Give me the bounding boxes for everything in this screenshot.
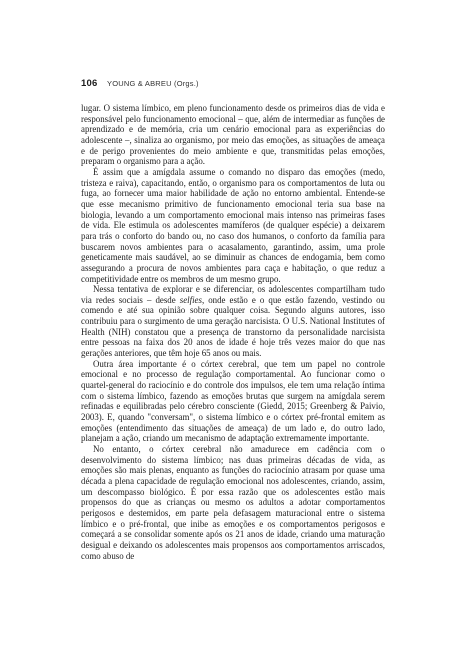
paragraph: É assim que a amígdala assume o comando no disparo das emoções (medo, tristeza e raiva), capacitando, então, o organismo para os comportamentos de luta ou fuga, ao fornecer uma maior habilidade de ação no entorno ambiental. Entende-se que esse mecanismo primitivo de funcionamento emocional teria sua base na biologia, levando a um comportamento emocional mais intenso nas primeiras fases de vida. Ele estimula os adolescentes mamíferos (de qualquer espécie) a deixarem para trás o conforto do bando ou, no caso dos humanos, o conforto da família para buscarem novos ambientes para o acasalamento, garantindo, assim, uma prole geneticamente mais saudável, ao se diminuir as chances de endogamia, bem como assegurando a procura de novos ambientes para caça e habitação, o que reduz a competitividade entre os membros de um mesmo grupo.	[81, 166, 385, 284]
page-number: 106	[81, 78, 98, 89]
paragraph: Nessa tentativa de explorar e se diferenciar, os adolescentes compartilham tudo via redes sociais – desde selfies, onde estão e o que estão fazendo, vestindo ou comendo e até sua opinião sobre qualquer coisa. Segundo alguns autores, isso contribuiu para o surgimento de uma geração narcisista. O U.S. National Institutes of Health (NIH) constatou que a presença de transtorno da personalidade narcisista entre pessoas na faixa dos 20 anos de idade é hoje três vezes maior do que nas gerações anteriores, que têm hoje 65 anos ou mais.	[81, 284, 385, 359]
paragraph: Outra área importante é o córtex cerebral, que tem um papel no controle emocional e no processo de regulação comportamental. Ao funcionar como o quartel-general do raciocínio e do controle dos impulsos, ele tem uma relação íntima com o sistema límbico, fazendo as emoções brutas que surgem na amígdala serem refinadas e equilibradas pelo cérebro consciente (Giedd, 2015; Greenberg & Paivio, 2003). E, quando "conversam", o sistema límbico e o córtex pré-frontal emitem as emoções (entendimento das situações de ameaça) de um lado e, do outro lado, planejam a ação, criando um mecanismo de adaptação extremamente importante.	[81, 358, 385, 444]
page-header	[81, 78, 199, 89]
body-text	[81, 103, 385, 561]
paragraph: No entanto, o córtex cerebral não amadurece em cadência com o desenvolvimento do sistema límbico; nas duas primeiras décadas de vida, as emoções são mais plenas, enquanto as funções do raciocínio atrasam por quase uma década a plena capacidade de regulação emocional nos adolescentes, criando, assim, um descompasso biológico. É por essa razão que os adolescentes estão mais propensos do que as crianças ou mesmo os adultos a adotar comportamentos perigosos e destemidos, em parte pela defasagem maturacional entre o sistema límbico e o pré-frontal, que inibe as emoções e os comportamentos perigosos e começará a se consolidar somente após os 21 anos de idade, criando uma maturação desigual e deixando os adolescentes mais propensos aos comportamentos arriscados, como abuso de	[81, 444, 385, 561]
running-head: YOUNG & ABREU (Orgs.)	[107, 79, 199, 88]
paragraph: lugar. O sistema límbico, em pleno funcionamento desde os primeiros dias de vida e responsável pelo funcionamento emocional – que, além de intermediar as funções de aprendizado e de memória, cria um cenário emocional para as experiências do adolescente –, sinaliza ao organismo, por meio das emoções, as situações de ameaça e de perigo provenientes do meio ambiente e que, transmitidas pelas emoções, preparam o organismo para a ação.	[81, 103, 385, 167]
